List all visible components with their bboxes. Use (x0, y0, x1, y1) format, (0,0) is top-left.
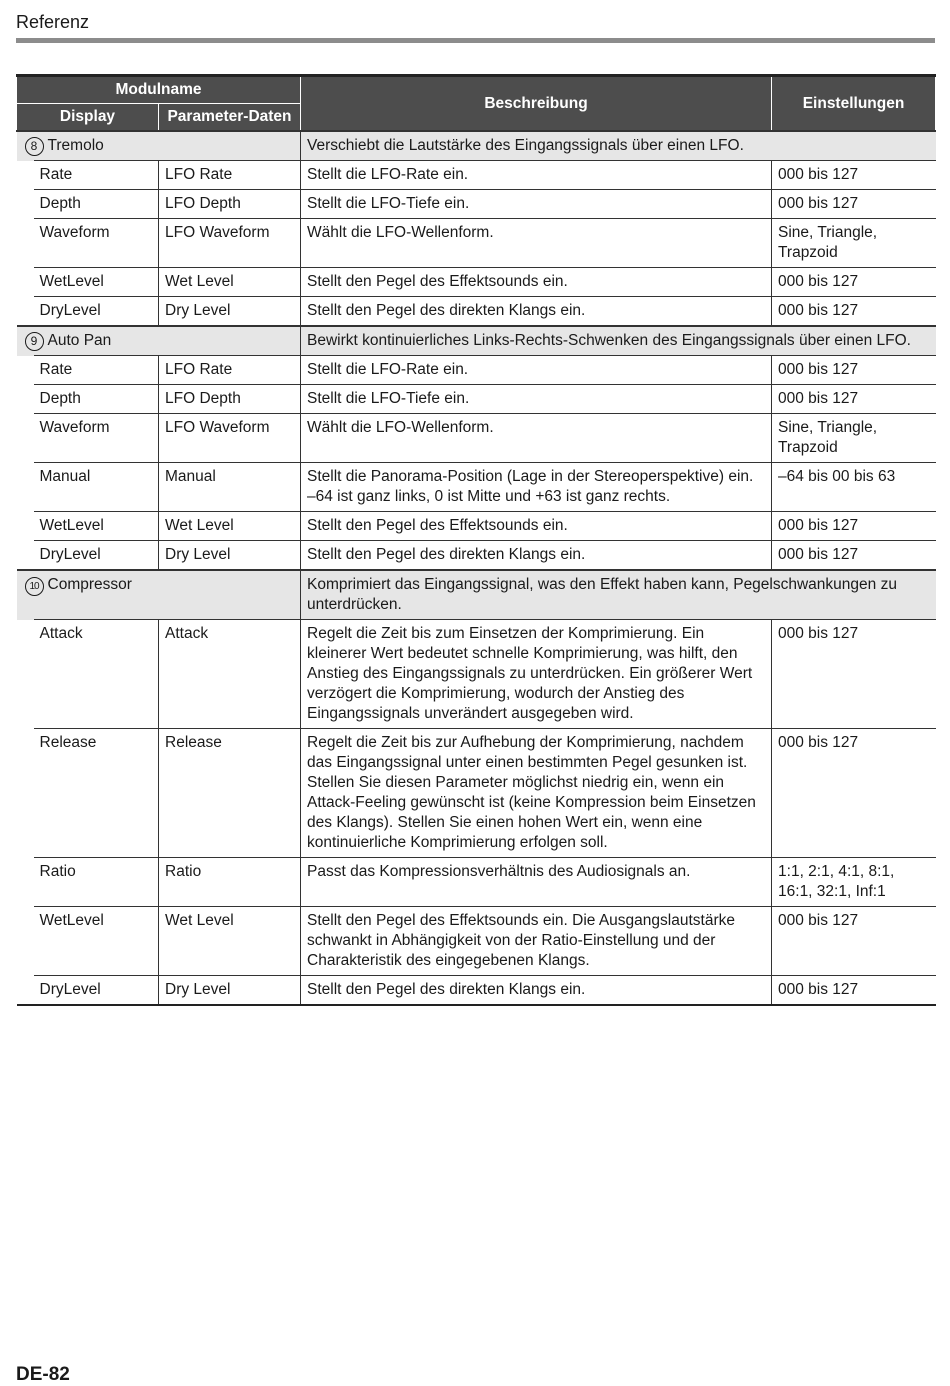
settings-cell: 000 bis 127 (772, 190, 936, 219)
description-cell: Stellt den Pegel des direkten Klangs ein. (301, 541, 772, 571)
parameter-cell: Dry Level (159, 976, 301, 1006)
display-cell: WetLevel (34, 907, 159, 976)
page-header-title: Referenz (16, 12, 90, 32)
description-cell: Stellt den Pegel des direkten Klangs ein. (301, 976, 772, 1006)
section-description: Verschiebt die Lautstärke des Eingangssignals über einen LFO. (301, 131, 936, 161)
settings-cell: 000 bis 127 (772, 976, 936, 1006)
table-row (17, 219, 936, 268)
parameter-cell: Manual (159, 463, 301, 512)
table-row (17, 620, 936, 729)
settings-cell: 000 bis 127 (772, 161, 936, 190)
description-cell: Wählt die LFO-Wellenform. (301, 414, 772, 463)
page-number: DE-82 (16, 1364, 70, 1385)
parameter-cell: LFO Rate (159, 161, 301, 190)
table-row (17, 385, 936, 414)
settings-cell: 000 bis 127 (772, 729, 936, 858)
section-name-cell (17, 131, 301, 161)
settings-cell: Sine, Triangle, Trapzoid (772, 219, 936, 268)
settings-cell: 000 bis 127 (772, 907, 936, 976)
table-row (17, 297, 936, 327)
section-number-badge: 9 (25, 332, 44, 351)
description-cell: Stellt den Pegel des direkten Klangs ein. (301, 297, 772, 327)
parameter-cell: Dry Level (159, 541, 301, 571)
description-cell: Stellt den Pegel des Effektsounds ein. (301, 512, 772, 541)
table-row (17, 463, 936, 512)
parameter-cell: LFO Waveform (159, 414, 301, 463)
section-number-badge: 10 (25, 577, 44, 596)
parameter-cell: Wet Level (159, 907, 301, 976)
description-cell: Passt das Kompressionsverhältnis des Audiosignals an. (301, 858, 772, 907)
header-rule (16, 38, 935, 43)
table-row (17, 907, 936, 976)
settings-cell: –64 bis 00 bis 63 (772, 463, 936, 512)
header-einstellungen: Einstellungen (772, 76, 936, 132)
display-cell: Waveform (34, 414, 159, 463)
header-display: Display (17, 104, 159, 132)
display-cell: DryLevel (34, 976, 159, 1006)
description-cell: Regelt die Zeit bis zum Einsetzen der Komprimierung. Ein kleinerer Wert bedeutet schnelle Komprimierung, was hilft, den Anstieg des Eingangssignals zu unterdrücken. Ein größerer Wert verzögert die Komprimierung, wodurch der Anstieg des Eingangssignals unverändert ausgegeben wird. (301, 620, 772, 729)
settings-cell: 000 bis 127 (772, 385, 936, 414)
indent-spacer (17, 219, 34, 268)
display-cell: Waveform (34, 219, 159, 268)
settings-cell: 000 bis 127 (772, 512, 936, 541)
display-cell: Release (34, 729, 159, 858)
parameter-cell: LFO Waveform (159, 219, 301, 268)
indent-spacer (17, 907, 34, 976)
settings-cell: 1:1, 2:1, 4:1, 8:1, 16:1, 32:1, Inf:1 (772, 858, 936, 907)
indent-spacer (17, 858, 34, 907)
display-cell: Manual (34, 463, 159, 512)
indent-spacer (17, 385, 34, 414)
parameter-cell: Ratio (159, 858, 301, 907)
section-name-cell (17, 570, 301, 620)
description-cell: Regelt die Zeit bis zur Aufhebung der Komprimierung, nachdem das Eingangssignal unter einen bestimmten Pegel gesunken ist. Stellen Sie diesen Parameter möglichst niedrig ein, wenn ein Attack-Feeling gewünscht ist (keine Kompression beim Einsetzen des Klangs). Stellen Sie einen hohen Wert ein, wenn eine kontinuierliche Komprimierung erfolgen soll. (301, 729, 772, 858)
display-cell: Ratio (34, 858, 159, 907)
table-row (17, 268, 936, 297)
description-cell: Stellt die Panorama-Position (Lage in der Stereoperspektive) ein. –64 ist ganz links, 0 ist Mitte und +63 ist ganz rechts. (301, 463, 772, 512)
description-cell: Stellt den Pegel des Effektsounds ein. (301, 268, 772, 297)
parameter-cell: Wet Level (159, 512, 301, 541)
display-cell: Attack (34, 620, 159, 729)
description-cell: Stellt die LFO-Tiefe ein. (301, 190, 772, 219)
display-cell: Rate (34, 161, 159, 190)
parameter-cell: Wet Level (159, 268, 301, 297)
indent-spacer (17, 268, 34, 297)
header-modulname: Modulname (17, 76, 301, 104)
section-name-cell (17, 326, 301, 356)
parameter-cell: LFO Depth (159, 190, 301, 219)
display-cell: DryLevel (34, 541, 159, 571)
settings-cell: 000 bis 127 (772, 541, 936, 571)
section-row (17, 326, 936, 356)
section-name: Tremolo (47, 137, 104, 154)
indent-spacer (17, 512, 34, 541)
table-row (17, 356, 936, 385)
display-cell: Depth (34, 190, 159, 219)
display-cell: WetLevel (34, 512, 159, 541)
section-name: Compressor (47, 576, 132, 593)
header-parameter-daten: Parameter-Daten (159, 104, 301, 132)
settings-cell: 000 bis 127 (772, 268, 936, 297)
indent-spacer (17, 190, 34, 219)
parameter-cell: LFO Depth (159, 385, 301, 414)
table-row (17, 976, 936, 1006)
section-description: Komprimiert das Eingangssignal, was den Effekt haben kann, Pegelschwankungen zu unterdrücken. (301, 570, 936, 620)
indent-spacer (17, 976, 34, 1006)
table-row (17, 729, 936, 858)
table-row (17, 541, 936, 571)
indent-spacer (17, 541, 34, 571)
description-cell: Wählt die LFO-Wellenform. (301, 219, 772, 268)
section-name: Auto Pan (47, 332, 112, 349)
description-cell: Stellt die LFO-Rate ein. (301, 161, 772, 190)
section-row (17, 131, 936, 161)
table-body (17, 131, 936, 1005)
parameter-cell: Release (159, 729, 301, 858)
parameter-cell: Attack (159, 620, 301, 729)
indent-spacer (17, 620, 34, 729)
header-beschreibung: Beschreibung (301, 76, 772, 132)
table-row (17, 414, 936, 463)
parameter-cell: LFO Rate (159, 356, 301, 385)
indent-spacer (17, 729, 34, 858)
table-row (17, 858, 936, 907)
settings-cell: 000 bis 127 (772, 297, 936, 327)
settings-cell: 000 bis 127 (772, 356, 936, 385)
display-cell: DryLevel (34, 297, 159, 327)
indent-spacer (17, 414, 34, 463)
table-row (17, 512, 936, 541)
settings-cell: 000 bis 127 (772, 620, 936, 729)
indent-spacer (17, 161, 34, 190)
section-number-badge: 8 (25, 137, 44, 156)
effect-parameter-table (16, 74, 936, 1006)
table-row (17, 161, 936, 190)
section-row (17, 570, 936, 620)
parameter-cell: Dry Level (159, 297, 301, 327)
indent-spacer (17, 356, 34, 385)
table-row (17, 190, 936, 219)
description-cell: Stellt die LFO-Rate ein. (301, 356, 772, 385)
description-cell: Stellt den Pegel des Effektsounds ein. Die Ausgangslautstärke schwankt in Abhängigkeit von der Ratio-Einstellung und der Charakteristik des eingegebenen Klangs. (301, 907, 772, 976)
indent-spacer (17, 463, 34, 512)
settings-cell: Sine, Triangle, Trapzoid (772, 414, 936, 463)
section-description: Bewirkt kontinuierliches Links-Rechts-Schwenken des Eingangssignals über einen LFO. (301, 326, 936, 356)
display-cell: WetLevel (34, 268, 159, 297)
description-cell: Stellt die LFO-Tiefe ein. (301, 385, 772, 414)
display-cell: Depth (34, 385, 159, 414)
display-cell: Rate (34, 356, 159, 385)
indent-spacer (17, 297, 34, 327)
